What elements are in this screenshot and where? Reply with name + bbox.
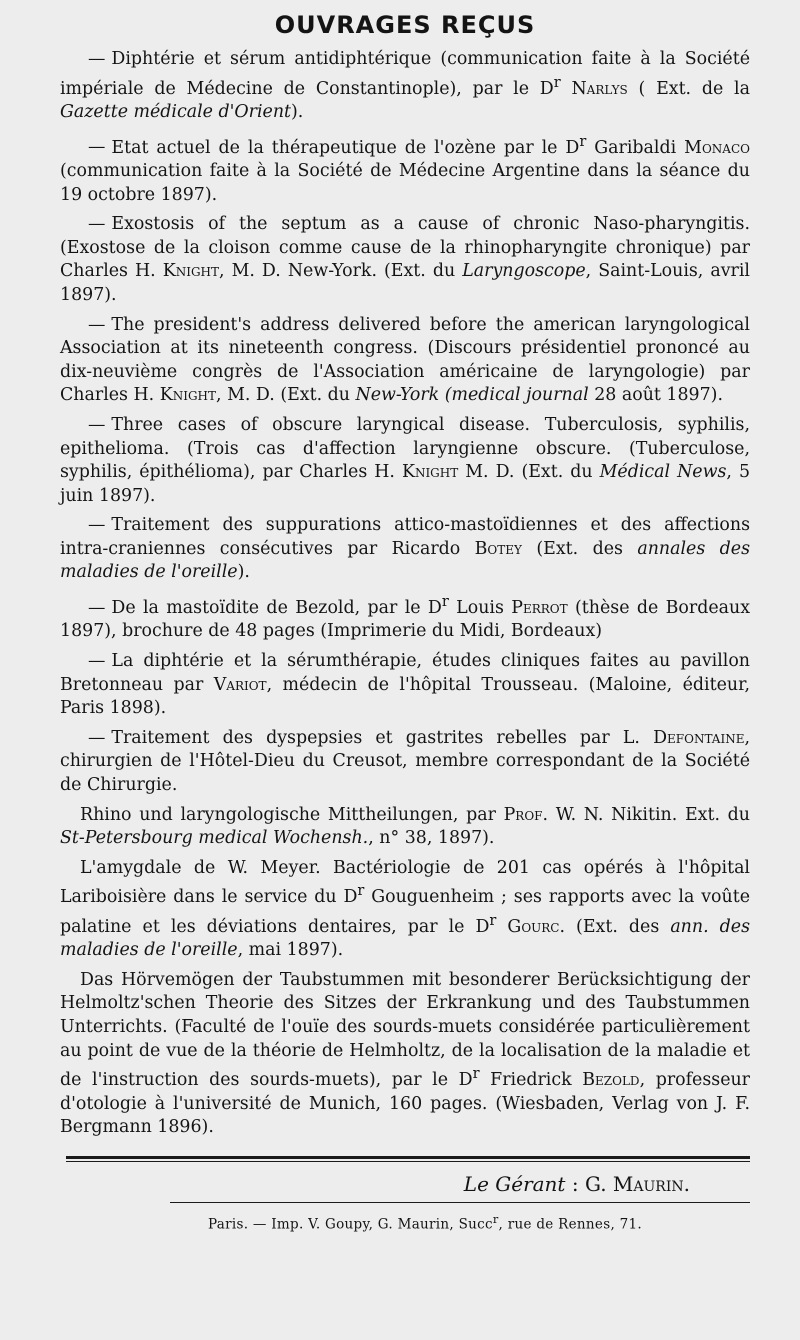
list-item: — Exostosis of the septum as a cause of chronic Naso-pharyngitis. (Exostose de la cloison comme cause de la rhinopharyngite chronique) par Charles H. Knight, M. D. New-York. (Ext. du Laryngoscope, Saint-Louis, avril 1897). (60, 214, 750, 305)
journal-title: ann. des maladies de l'oreille (60, 916, 751, 961)
author-name: Defontaine (653, 727, 745, 748)
author-name: Knight (401, 462, 459, 483)
journal-title: Laryngoscope (462, 261, 586, 282)
divider (170, 1202, 750, 1203)
list-item: — Traitement des dyspepsies et gastrites rebelles par L. Defontaine, chirurgien de l'Hôtel-Dieu du Creusot, membre correspondant de la Société de Chirurgie. (60, 727, 750, 796)
author-name: Narlys (571, 78, 628, 99)
author-name: Bezold (582, 1069, 640, 1090)
entry-dash: — (88, 651, 106, 672)
gerant-signature: Le Gérant : G. Maurin. (463, 1171, 690, 1196)
journal-title: New-York (medical journal (355, 385, 589, 406)
author-name: Perrot (511, 597, 568, 618)
entry-dash: — (88, 414, 106, 435)
author-name: Gourc (507, 916, 560, 937)
list-item: Das Hörvemögen der Taubstummen mit besonderer Berücksichtigung der Helmoltz'schen Theorie des Sitzes der Erkrankung und des Taubstummen Unterrichts. (Faculté de l'ouïe des sourds-muets considérée particulièrement au point de vue de la théorie de Helmholtz, de la localisation de la maladie et de l'instruction des sourds-muets), par le $D^r$ Friedrick Bezold, professeur d'otologie à l'université de Munich, 160 pages. (Wiesbaden, Verlag von J. F. Bergmann 1896). (60, 969, 750, 1138)
page-title: OUVRAGES REÇUS (274, 11, 536, 39)
list-item: — De la mastoïdite de Bezold, par le $D^r$ Louis Perrot (thèse de Bordeaux 1897), brochure de 48 pages (Imprimerie du Midi, Bordeaux) (60, 594, 751, 642)
author-name: Knight (159, 385, 217, 406)
author-name: Prof (503, 804, 543, 825)
entry-dash: — (88, 49, 106, 69)
author-name: Botey (474, 538, 522, 559)
author-name: Variot (213, 674, 267, 695)
list-item: Rhino und laryngologische Mittheilungen, par Prof. W. N. Nikitin. Ext. du St-Petersbourg medical Wochensh., n° 38, 1897). (60, 804, 750, 849)
printer-imprint: Paris. — Imp. V. Goupy, G. Maurin, Succ$^r$, rue de Rennes, 71. (208, 1212, 642, 1233)
entry-dash: — (88, 727, 106, 748)
entry-dash: — (88, 515, 106, 536)
double-rule (66, 1156, 750, 1162)
list-item: — Etat actuel de la thérapeutique de l'ozène par le $D^r$ Garibaldi Monaco (communication faite à la Société de Médecine Argentine dans la séance du 19 octobre 1897). (60, 133, 750, 205)
journal-title: annales des maladies de l'oreille (60, 538, 750, 583)
journal-title: St-Petersbourg medical Wochensh. (60, 828, 369, 849)
list-item: — The president's address delivered before the american laryngological Association at its nineteenth congress. (Discours présidentiel prononcé au dix-neuvième congrès de l'Association américaine de laryngologie) par Charles H. Knight, M. D. (Ext. du New-York (medical journal 28 août 1897). (60, 314, 750, 406)
author-name: Knight (162, 261, 220, 282)
journal-title: Médical News (599, 462, 727, 483)
entry-dash: — (88, 314, 106, 335)
list-item: — Diphtérie et sérum antidiphtérique (communication faite à la Société impériale de Médecine de Constantinople), par le $D^r$ Narlys ( Ext. de la Gazette médicale d'Orient). (60, 49, 750, 122)
journal-title: Gazette médicale d'Orient (60, 101, 292, 122)
list-item: — Traitement des suppurations attico-mastoïdiennes et des affections intra-craniennes consécutives par Ricardo Botey (Ext. des annales des maladies de l'oreille). (60, 515, 750, 583)
list-item: — La diphtérie et la sérumthérapie, études cliniques faites au pavillon Bretonneau par Variot, médecin de l'hôpital Trousseau. (Maloine, éditeur, Paris 1898). (60, 651, 750, 719)
entry-dash: — (88, 137, 106, 158)
list-item: — Three cases of obscure laryngical disease. Tuberculosis, syphilis, epithelioma. (Trois cas d'affection laryngienne obscure. (Tuberculose, syphilis, épithélioma), par Charles H. Knight M. D. (Ext. du Médical News, 5 juin 1897). (60, 414, 751, 506)
entry-dash: — (88, 597, 106, 618)
entry-dash: — (88, 214, 106, 235)
author-name: Monaco (684, 137, 750, 158)
list-item: L'amygdale de W. Meyer. Bactériologie de 201 cas opérés à l'hôpital Lariboisière dans le service du $D^r$ Gouguenheim ; ses rapports avec la voûte palatine et les déviations dentaires, par le $D^r$ Gourc. (Ext. des ann. des maladies de l'oreille, mai 1897). (60, 857, 751, 961)
